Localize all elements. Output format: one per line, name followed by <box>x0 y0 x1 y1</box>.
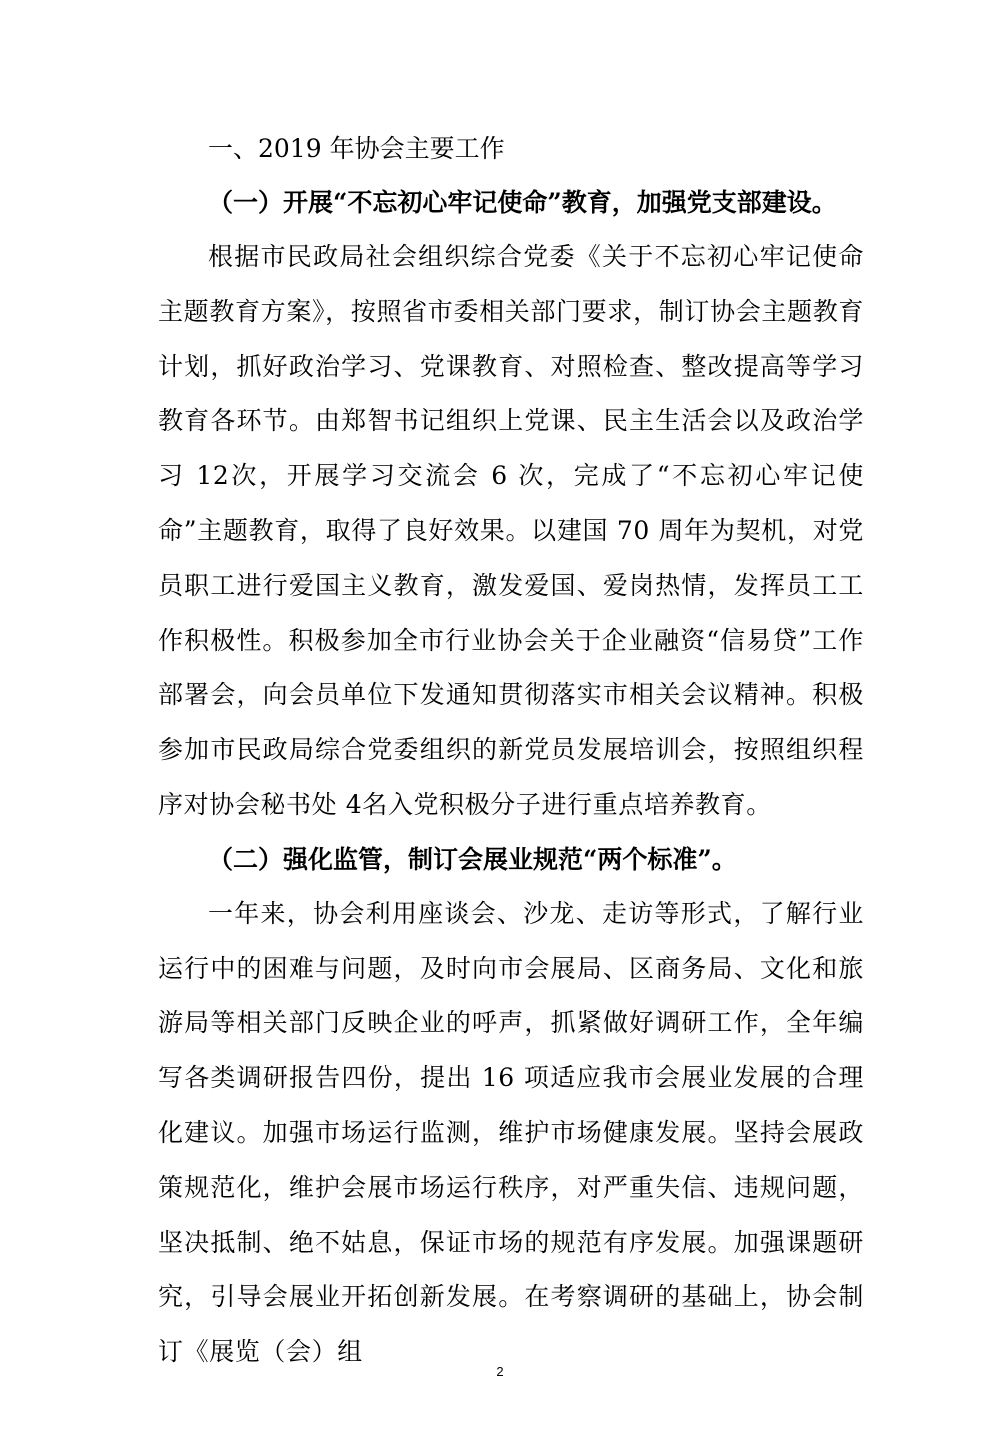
section-heading: 一、2019 年协会主要工作 <box>208 134 505 163</box>
body-paragraph-2: 一年来，协会利用座谈会、沙龙、走访等形式，了解行业运行中的困难与问题，及时向市会展局、区商务局、文化和旅游局等相关部门反映企业的呼声，抓紧做好调研工作，全年编写各类调研报告四份，提出 16 项适应我市会展业发展的合理化建议。加强市场运行监测，维护市场健康发展。坚持会展政策规范化，维护会展市场运行秩序，对严重失信、违规问题，坚决抵制、绝不姑息，保证市场的规范有序发展。加强课题研究，引导会展业开拓创新发展。在考察调研的基础上，协会制订《展览（会）组 <box>158 898 864 1367</box>
subsection-title-1: （一）开展“不忘初心牢记使命”教育，加强党支部建设。 <box>208 188 837 217</box>
document-body <box>158 122 864 1380</box>
subsection-title-2: （二）强化监管，制订会展业规范“两个标准”。 <box>208 844 737 874</box>
page-number: 2 <box>496 1364 504 1379</box>
body-paragraph-1: 根据市民政局社会组织综合党委《关于不忘初心牢记使命主题教育方案》，按照省市委相关部门要求，制订协会主题教育计划，抓好政治学习、党课教育、对照检查、整改提高等学习教育各环节。由郑智书记组织上党课、民主生活会以及政治学习 12次，开展学习交流会 6 次，完成了“不忘初心牢记使命”主题教育，取得了良好效果。以建国 70 周年为契机，对党员职工进行爱国主义教育，激发爱国、爱岗热情，发挥员工工作积极性。积极参加全市行业协会关于企业融资“信易贷”工作部署会，向会员单位下发通知贯彻落实市相关会议精神。积极参加市民政局综合党委组织的新党员发展培训会，按照组织程序对协会秘书处 4名入党积极分子进行重点培养教育。 <box>158 242 864 819</box>
